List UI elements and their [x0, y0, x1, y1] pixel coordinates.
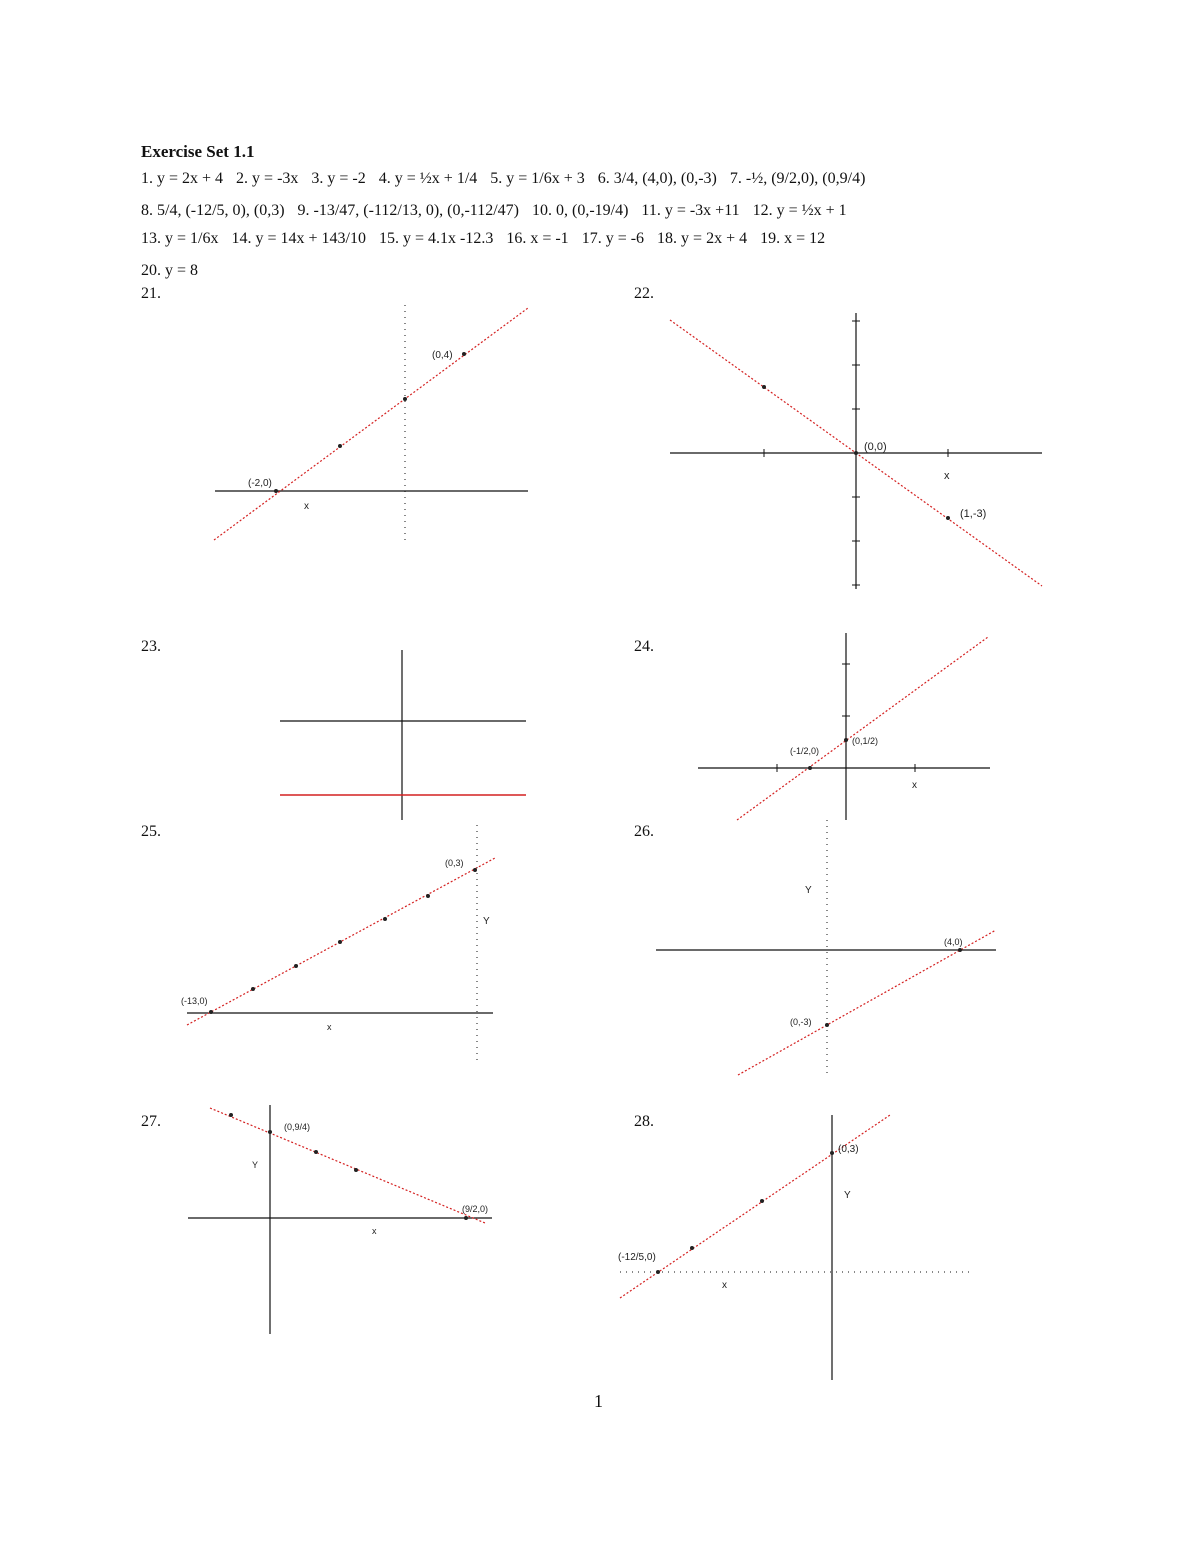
y-axis-label: Y [844, 1190, 851, 1201]
answer-6: 6. 3/4, (4,0), (0,-3) [597, 170, 717, 187]
x-axis-label: x [912, 780, 917, 791]
point-label-2: (-1/2,0) [790, 746, 820, 756]
answer-18: 18. y = 2x + 4 [657, 230, 748, 247]
graph-line [214, 308, 528, 540]
point-label-2: (-13,0) [181, 996, 208, 1006]
graph-21 [200, 300, 540, 550]
graph-27 [180, 1100, 510, 1340]
answers-row-3 [141, 230, 834, 248]
point-marker [462, 352, 466, 356]
graph-28 [612, 1110, 992, 1385]
answer-1: 1. y = 2x + 4 [141, 170, 224, 187]
point-label-1: (4,0) [944, 937, 963, 947]
point-label-2: (9/2,0) [462, 1204, 489, 1214]
point-label-1: (0,9/4) [284, 1122, 311, 1132]
answer-9: 9. -13/47, (-112/13, 0), (0,-112/47) [297, 202, 519, 219]
graph-number-22: 22. [634, 285, 654, 302]
point-marker [403, 397, 407, 401]
point-marker [825, 1023, 829, 1027]
point-label-1: (0,0) [864, 441, 887, 453]
answer-13: 13. y = 1/6x [141, 230, 219, 247]
graph-22 [660, 305, 1050, 595]
x-axis-label: x [372, 1226, 377, 1236]
answer-7: 7. -½, (9/2,0), (0,9/4) [729, 170, 866, 187]
point-marker [274, 489, 278, 493]
answer-14: 14. y = 14x + 143/10 [231, 230, 366, 247]
point-marker [958, 948, 962, 952]
answer-12: 12. y = ½x + 1 [752, 202, 847, 219]
point-label-2: (-2,0) [248, 478, 272, 489]
point-label-1: (0,3) [838, 1144, 859, 1155]
answer-16: 16. x = -1 [506, 230, 569, 247]
graph-number-23: 23. [141, 638, 161, 655]
x-axis-label: x [944, 470, 950, 482]
graph-line [737, 637, 988, 820]
answer-8: 8. 5/4, (-12/5, 0), (0,3) [141, 202, 285, 219]
point-label-2: (0,-3) [790, 1017, 812, 1027]
x-axis-label: x [304, 501, 309, 512]
graph-line [738, 930, 996, 1075]
point-label-1: (0,1/2) [852, 736, 879, 746]
point-label-1: (0,4) [432, 350, 453, 361]
graph-25 [175, 820, 505, 1065]
graph-number-27: 27. [141, 1113, 161, 1130]
answer-15: 15. y = 4.1x -12.3 [378, 230, 494, 247]
graph-number-28: 28. [634, 1113, 654, 1130]
answer-19: 19. x = 12 [760, 230, 826, 247]
answers-row-4 [141, 262, 207, 280]
answer-20: 20. y = 8 [141, 262, 199, 279]
answers-row-2 [141, 202, 856, 220]
graph-number-21: 21. [141, 285, 161, 302]
graph-24 [690, 630, 1000, 825]
y-axis-label: Y [252, 1160, 259, 1170]
graph-number-25: 25. [141, 823, 161, 840]
point-marker [844, 738, 848, 742]
graph-number-26: 26. [634, 823, 654, 840]
point-marker [808, 766, 812, 770]
answer-17: 17. y = -6 [581, 230, 645, 247]
answer-11: 11. y = -3x +11 [641, 202, 740, 219]
y-axis-label: Y [805, 885, 812, 896]
point-marker [762, 385, 766, 389]
graph-26 [650, 815, 1005, 1080]
x-axis-label: x [722, 1280, 727, 1291]
point-marker [854, 451, 858, 455]
point-label-2: (-12/5,0) [618, 1252, 656, 1263]
graph-line [620, 1115, 890, 1298]
point-marker [946, 516, 950, 520]
point-label-2: (1,-3) [960, 508, 987, 520]
answer-2: 2. y = -3x [236, 170, 299, 187]
x-axis-label: x [327, 1022, 332, 1032]
answer-3: 3. y = -2 [311, 170, 366, 187]
answer-4: 4. y = ½x + 1/4 [378, 170, 478, 187]
graph-number-24: 24. [634, 638, 654, 655]
point-label-1: (0,3) [445, 858, 464, 868]
page-number: 1 [594, 1391, 603, 1411]
point-marker [338, 444, 342, 448]
answers-row-1 [141, 170, 874, 188]
y-axis-label: Y [483, 916, 490, 927]
answer-5: 5. y = 1/6x + 3 [490, 170, 585, 187]
answer-10: 10. 0, (0,-19/4) [531, 202, 629, 219]
exercise-title: Exercise Set 1.1 [141, 142, 255, 161]
graph-23 [270, 645, 540, 825]
